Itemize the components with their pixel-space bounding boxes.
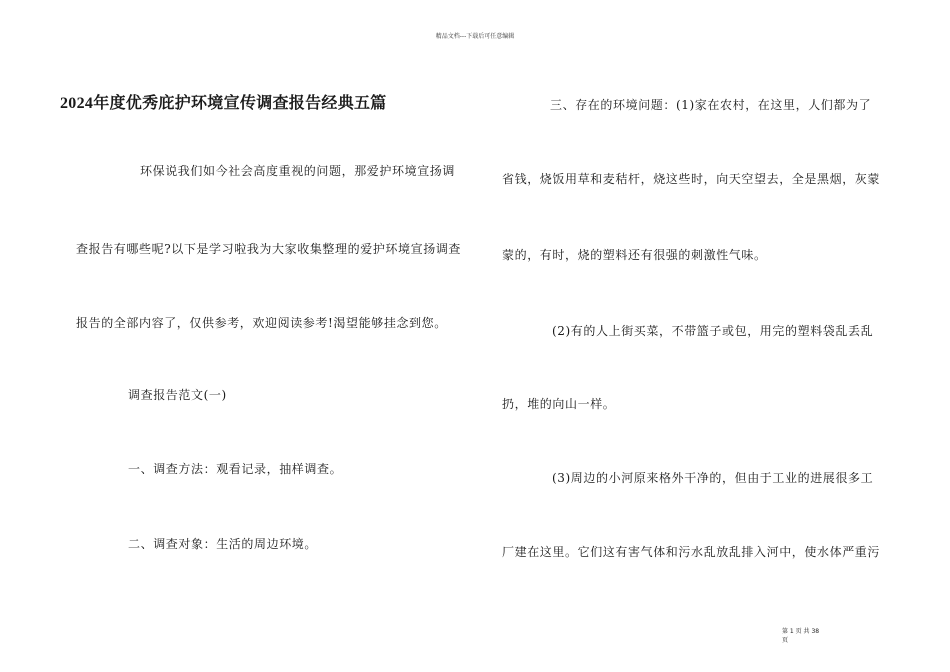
section-heading: 调查报告范文(一) xyxy=(128,388,227,402)
page-number-line: 页 xyxy=(782,637,789,644)
document-title: 2024年度优秀庇护环境宣传调查报告经典五篇 xyxy=(60,95,387,112)
right-paragraph-line: 三、存在的环境问题：(1)家在农村，在这里，人们都为了 xyxy=(550,98,872,112)
survey-target-line: 二、调查对象：生活的周边环境。 xyxy=(128,537,318,551)
right-paragraph-line: 蒙的，有时，烧的塑料还有很强的刺激性气味。 xyxy=(502,248,767,262)
survey-method-line: 一、调查方法：观看记录，抽样调查。 xyxy=(128,462,343,476)
page-number xyxy=(782,627,819,645)
right-paragraph-line: 扔，堆的向山一样。 xyxy=(502,397,616,411)
right-paragraph-line: (3)周边的小河原来格外干净的，但由于工业的进展很多工 xyxy=(552,471,874,485)
left-paragraph-line: 查报告有哪些呢?以下是学习啦我为大家收集整理的爱护环境宣扬调查 xyxy=(76,242,462,256)
page-number-line: 第 1 页 共 38 xyxy=(782,628,820,635)
left-paragraph-line: 报告的全部内容了，仅供参考，欢迎阅读参考!渴望能够挂念到您。 xyxy=(76,316,447,330)
right-paragraph-line: 厂建在这里。它们这有害气体和污水乱放乱排入河中，使水体严重污 xyxy=(502,545,881,559)
right-paragraph-line: (2)有的人上街买菜，不带篮子或包，用完的塑料袋乱丢乱 xyxy=(552,324,874,338)
document-header-note: 精品文档---下载后可任意编辑 xyxy=(435,33,515,40)
left-paragraph-line: 环保说我们如今社会高度重视的问题，那爱护环境宣扬调 xyxy=(140,164,456,178)
right-paragraph-line: 省钱，烧饭用草和麦秸杆，烧这些时，向天空望去，全是黑烟，灰蒙 xyxy=(502,172,881,186)
